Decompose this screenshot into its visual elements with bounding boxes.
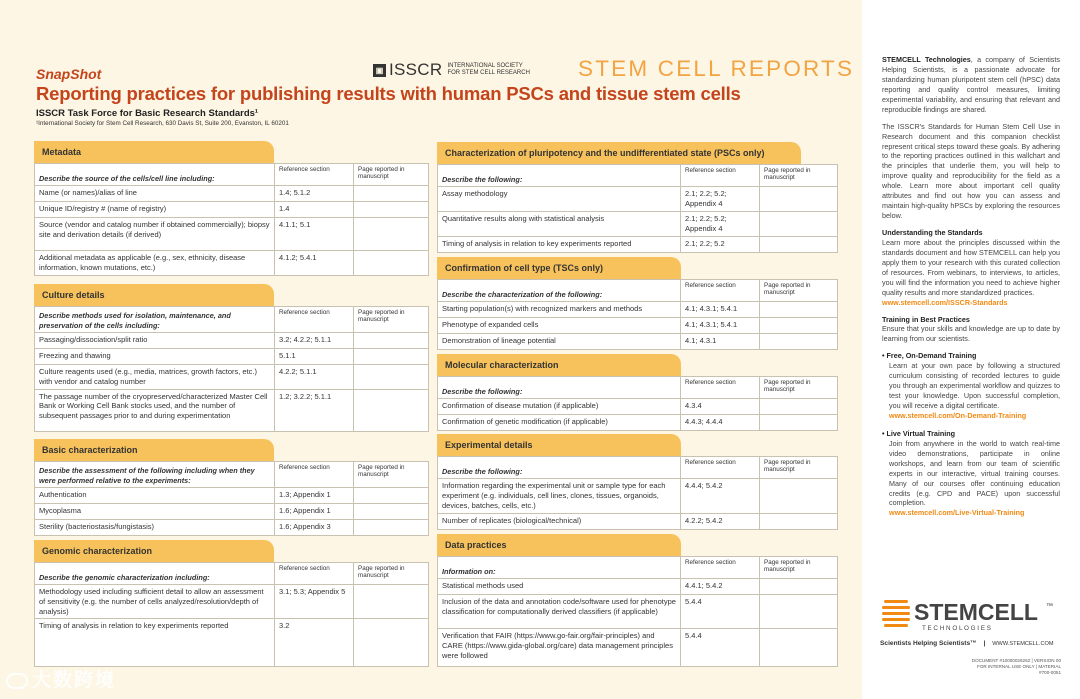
isscr-fullname [447,63,529,78]
table-row: Statistical methods used 4.4.1; 5.4.2 [438,579,838,595]
live-text: Join from anywhere in the world to watch real-time video demonstrations, participate in online workshops, and learn from our team of scientific experts in our interactive, virtual training courses. Many of our courses offer continuing education credits (e.g. CPD and PACE) upon successful completion. [889,438,1060,508]
checklist-table [34,163,429,276]
logo-sub: T E C H N O L O G I E S [922,625,991,632]
checklist-table [437,376,838,431]
table-row: Unique ID/registry # (name of registry) 1.4 [35,202,429,218]
table-row: Timing of analysis in relation to key experiments reported 3.2 [35,619,429,667]
col-ref-header: Reference section [681,280,760,302]
table-row: Phenotype of expanded cells 4.1; 4.3.1; 5.4.1 [438,318,838,334]
page-input-cell[interactable] [760,334,838,350]
training-text: Ensure that your skills and knowledge are up to date by learning from our scientists. [882,324,1060,344]
section-title: Basic characterization [34,439,274,461]
fineprint-line2: FOR INTERNAL USE ONLY | MATERIAL #700-0051 [977,664,1061,676]
section-question: Describe the genomic characterization including: [35,563,275,585]
section-title: Data practices [437,534,681,556]
page-input-cell[interactable] [760,187,838,212]
fineprint-line1: DOCUMENT #10000026262 | VERSION 00 [971,658,1061,663]
col-page-header: Page reported in manuscript [760,280,838,302]
section-question: Describe the following: [438,377,681,399]
page-input-cell[interactable] [760,595,838,629]
isscr-emblem-icon: ▣ [373,64,386,77]
understanding-text: Learn more about the principles discussed within the standards document and how STEMCELL can help you apply them to your research with this curated collection of resources. From webinars, to interviews, to articles, you will find the information you need to achieve higher quality results and more standardized practices. [882,237,1060,297]
stemcell-logo [882,594,1062,639]
table-row: Confirmation of disease mutation (if applicable) 4.3.4 [438,399,838,415]
section-question: Describe the following: [438,165,681,187]
col-ref-header: Reference section [681,557,760,579]
col-ref-header: Reference section [275,164,354,186]
live-title: • Live Virtual Training [882,428,956,438]
ondemand-title: • Free, On-Demand Training [882,351,977,361]
col-ref-header: Reference section [681,377,760,399]
table-row: Name (or names)/alias of line 1.4; 5.1.2 [35,186,429,202]
table-row: Methodology used including sufficient detail to allow an assessment of sensitivity (e.g. the number of cells analyzed/resolution/depth of analysis) 3.1; 5.3; Appendix 5 [35,585,429,619]
section-metadata [34,141,428,276]
table-row: Freezing and thawing 5.1.1 [35,349,429,365]
understanding-title: Understanding the Standards [882,228,983,237]
section-question: Information on: [438,557,681,579]
ondemand-block [882,351,1060,421]
col-page-header: Page reported in manuscript [354,307,429,333]
page-input-cell[interactable] [354,333,429,349]
page-input-cell[interactable] [760,415,838,431]
col-page-header: Page reported in manuscript [354,462,429,488]
isscr-name: ISSCR [389,60,443,79]
sidebar-intro [882,55,1060,115]
affiliation: ¹International Society for Stem Cell Research, 630 Davis St, Suite 200, Evanston, IL 60201 [36,120,289,127]
sidebar-para2: The ISSCR's Standards for Human Stem Cell Use in Research document and this companion checklist represent critical steps toward these goals. By adhering to the reporting practices outlined in this wallchart and the principles that underlie them, you will help to improve quality and reproducibility for the field as a whole. Learn more about important cell quality attributes and find out how you can assess and maintain high-quality hPSCs by exploring the resources below. [882,121,1060,221]
col-page-header: Page reported in manuscript [760,165,838,187]
isscr-logo [373,60,530,80]
section-title: Genomic characterization [34,540,274,562]
page-title: Reporting practices for publishing results with human PSCs and tissue stem cells [36,83,741,104]
table-row: Information regarding the experimental unit or sample type for each experiment (e.g. individuals, cell lines, clones, tissues, organoids, devices, batches, cells, etc.) 4.4.4; 5.4.2 [438,479,838,514]
table-row: Culture reagents used (e.g., media, matrices, growth factors, etc.) with vendor and catalog number 4.2.2; 5.1.1 [35,365,429,390]
section-question: Describe the source of the cells/cell line including: [35,164,275,186]
col-ref-header: Reference section [275,563,354,585]
page-input-cell[interactable] [354,202,429,218]
logo-name: STEMCELL [914,599,1038,625]
understanding-block [882,228,1060,308]
page-input-cell[interactable] [354,504,429,520]
watermark-logo-icon [6,673,28,689]
table-row: Assay methodology 2.1; 2.2; 5.2; Appendix 4 [438,187,838,212]
checklist-table [34,306,429,432]
section-question: Describe methods used for isolation, maintenance, and preservation of the cells including: [35,307,275,333]
understanding-link[interactable]: www.stemcell.com/ISSCR-Standards [882,297,1008,307]
checklist-table [34,461,429,536]
table-row: The passage number of the cryopreserved/characterized Master Cell Bank or Working Cell Bank stocks used, and the number of subsequent passages prior to and during experimentation 1.2; 3.2.2; 5.1.1 [35,389,429,431]
section-title: Experimental details [437,434,681,456]
document-fineprint [965,658,1061,677]
ondemand-text: Learn at your own pace by following a structured curriculum consisting of recorded lectures to guide you through an experimental workflow and quizzes to test your knowledge. Upon successful completion, you will receive a digital certificate. [889,361,1060,410]
page-input-cell[interactable] [354,619,429,667]
col-ref-header: Reference section [275,462,354,488]
section-title: Characterization of pluripotency and the undifferentiated state (PSCs only) [437,142,801,164]
page-input-cell[interactable] [760,302,838,318]
stemcell-logo-icon [882,594,1062,634]
page-input-cell[interactable] [760,237,838,253]
page-input-cell[interactable] [354,520,429,536]
table-row: Verification that FAIR (https://www.go-fair.org/fair-principles) and CARE (https://www.gida-global.org/care) data management principles were followed 5.4.4 [438,629,838,667]
section-question: Describe the assessment of the following including when they were performed relative to the experiments: [35,462,275,488]
table-row: Mycoplasma 1.6; Appendix 1 [35,504,429,520]
table-row: Quantitative results along with statistical analysis 2.1; 2.2; 5.2; Appendix 4 [438,212,838,237]
section-question: Describe the characterization of the following: [438,280,681,302]
page-input-cell[interactable] [354,488,429,504]
page-input-cell[interactable] [760,318,838,334]
live-block [882,429,1060,518]
page-input-cell[interactable] [354,218,429,251]
table-row: Sterility (bacteriostasis/fungistasis) 1.6; Appendix 3 [35,520,429,536]
checklist-table [437,556,838,667]
page-input-cell[interactable] [760,629,838,667]
training-title: Training in Best Practices [882,314,970,324]
intro-text: , a company of Scientists Helping Scientists, is a passionate advocate for standardizing human pluripotent stem cell (hPSC) data reporting and quality control measures, limiting experimental variability, and ensuring that relevant and reproducible findings are shared. [882,55,1060,114]
section-title: Confirmation of cell type (TSCs only) [437,257,681,279]
section-culture-details [34,284,428,432]
page-input-cell[interactable] [760,479,838,514]
footer-tagline: Scientists Helping Scientists™ [880,640,977,647]
page-input-cell[interactable] [354,251,429,276]
table-row: Starting population(s) with recognized markers and methods 4.1; 4.3.1; 5.4.1 [438,302,838,318]
checklist-table [437,279,838,350]
col-ref-header: Reference section [681,457,760,479]
col-page-header: Page reported in manuscript [354,164,429,186]
col-ref-header: Reference section [275,307,354,333]
isscr-line1: INTERNATIONAL SOCIETY [447,62,523,69]
table-row: Confirmation of genetic modification (if applicable) 4.4.3; 4.4.4 [438,415,838,431]
checklist-table [437,456,838,530]
section-title: Molecular characterization [437,354,681,376]
table-row: Authentication 1.3; Appendix 1 [35,488,429,504]
section-cell-type [437,257,837,350]
watermark [6,665,116,692]
section-genomic-characterization [34,540,428,667]
page-input-cell[interactable] [354,365,429,390]
table-row: Source (vendor and catalog number if obtained commercially); biopsy site and derivation details (if derived) 4.1.1; 5.1 [35,218,429,251]
table-row: Passaging/dissociation/split ratio 3.2; 4.2.2; 5.1.1 [35,333,429,349]
table-row: Number of replicates (biological/technical) 4.2.2; 5.4.2 [438,514,838,530]
table-row: Timing of analysis in relation to key experiments reported 2.1; 2.2; 5.2 [438,237,838,253]
col-page-header: Page reported in manuscript [760,557,838,579]
page-input-cell[interactable] [354,585,429,619]
training-block [882,315,1060,345]
table-row: Additional metadata as applicable (e.g., sex, ethnicity, disease information, known mutations, etc.) 4.1.2; 5.4.1 [35,251,429,276]
checklist-table [437,164,838,253]
page-input-cell[interactable] [760,579,838,595]
footer-separator: | [983,640,986,647]
table-row: Inclusion of the data and annotation code/software used for phenotype classification for computationally derived classifiers (if applicable) 5.4.4 [438,595,838,629]
isscr-line2: FOR STEM CELL RESEARCH [447,70,530,76]
brand-name: STEMCELL Technologies [882,55,971,64]
section-data-practices [437,534,837,667]
footer-tagline-row [880,640,1054,647]
col-page-header: Page reported in manuscript [354,563,429,585]
section-title: Metadata [34,141,274,163]
section-molecular [437,354,837,431]
footer-url[interactable]: WWW.STEMCELL.COM [992,641,1054,647]
journal-title: STEM CELL REPORTS [578,56,855,81]
section-title: Culture details [34,284,274,306]
col-page-header: Page reported in manuscript [760,457,838,479]
section-question: Describe the following: [438,457,681,479]
live-link[interactable]: www.stemcell.com/Live-Virtual-Training [889,508,1025,518]
page-input-cell[interactable] [760,212,838,237]
checklist-table [34,562,429,667]
section-experimental [437,434,837,530]
page-input-cell[interactable] [354,186,429,202]
table-row: Demonstration of lineage potential 4.1; 4.3.1 [438,334,838,350]
col-page-header: Page reported in manuscript [760,377,838,399]
page-input-cell[interactable] [354,389,429,431]
page-input-cell[interactable] [760,514,838,530]
section-basic-characterization [34,439,428,536]
logo-tm: ™ [1046,603,1053,610]
page-input-cell[interactable] [760,399,838,415]
ondemand-link[interactable]: www.stemcell.com/On-Demand-Training [889,410,1027,420]
section-pluripotency [437,142,837,253]
snapshot-label: SnapShot [36,66,102,82]
page-input-cell[interactable] [354,349,429,365]
col-ref-header: Reference section [681,165,760,187]
watermark-text: 大数跨境 [32,670,117,691]
authors: ISSCR Task Force for Basic Research Standards¹ [36,108,259,119]
